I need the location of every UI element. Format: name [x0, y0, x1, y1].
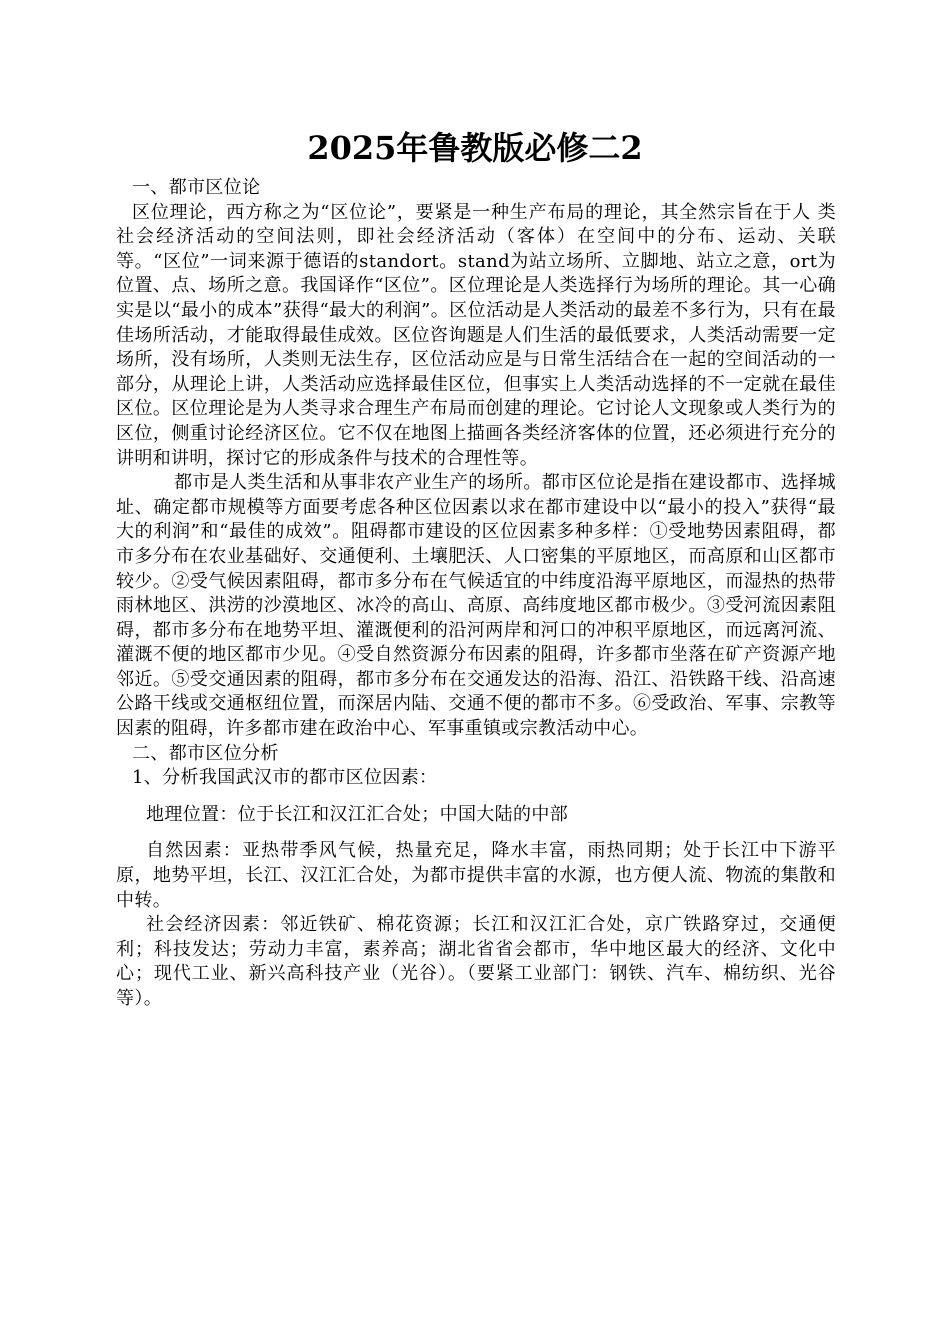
document-title: 2025年鲁教版必修二2: [307, 129, 643, 167]
section-heading-2: 二、都市区位分析: [132, 742, 279, 764]
paragraph-natural-factors: 自然因素：亚热带季风气候，热量充足，降水丰富，雨热同期；处于长江中下游平原，地势平坦，长江、汉江汇合处，为都市提供丰富的水源，也方便人流、物流的集散和中转。: [116, 840, 836, 911]
paragraph-geographic-position: 地理位置：位于长江和汉江汇合处；中国大陆的中部: [146, 803, 569, 825]
paragraph-socioeconomic-factors: 社会经济因素：邻近铁矿、棉花资源；长江和汉江汇合处，京广铁路穿过，交通便利；科技发达；劳动力丰富，素养高；湖北省省会都市，华中地区最大的经济、文化中心；现代工业、新兴高科技产业（光谷）。（要紧工业部门：钢铁、汽车、棉纺织、光谷等）。: [116, 914, 836, 1009]
paragraph-location-theory: 区位理论，西方称之为“区位论”，要紧是一种生产布局的理论，其全然宗旨在于人 类社会经济活动的空间法则，即社会经济活动（客体）在空间中的分布、运动、关联等。“区位”一词来源于德语的standort。stand为站立场所、立脚地、站立之意，ort为位置、点、场所之意。我国译作“区位”。区位理论是人类选择行为场所的理论。其一心确实是以“最小的成本”获得“最大的利润”。区位活动是人类活动的最差不多行为，只有在最佳场所活动，才能取得最佳成效。区位咨询题是人们生活的最低要求，人类活动需要一定场所，没有场所，人类则无法生存，区位活动应是与日常生活结合在一起的空间活动的一部分，从理论上讲，人类活动应选择最佳区位，但事实上人类活动选择的不一定就在最佳区位。区位理论是为人类寻求合理生产布局而创建的理论。它讨论人文现象或人类行为的区位，侧重讨论经济区位。它不仅在地图上描画各类经济客体的位置，还必须进行充分的讲明和讲明，探讨它的形成条件与技术的合理性等。: [116, 201, 836, 469]
section-heading-1: 一、都市区位论: [132, 177, 261, 198]
paragraph-urban-location-factors: 都市是人类生活和从事非农产业生产的场所。都市区位论是指在建设都市、选择城址、确定都市规模等方面要考虑各种区位因素以求在都市建设中以“最小的投入”获得“最大的利润”和“最佳的成效”。阻碍都市建设的区位因素多种多样：①受地势因素阻碍，都市多分布在农业基础好、交通便利、土壤肥沃、人口密集的平原地区，而高原和山区都市较少。②受气候因素阻碍，都市多分布在气候适宜的中纬度沿海平原地区，而湿热的热带雨林地区、洪涝的沙漠地区、冰冷的高山、高原、高纬度地区都市极少。③受河流因素阻碍，都市多分布在地势平坦、灌溉便利的沿河两岸和河口的冲积平原地区，而远离河流、灌溉不便的地区都市少见。④受自然资源分布因素的阻碍，许多都市坐落在矿产资源产地邻近。⑤受交通因素的阻碍，都市多分布在交通发达的沿海、沿江、沿铁路干线、沿高速公路干线或交通枢纽位置，而深居内陆、交通不便的都市不多。⑥受政治、军事、宗教等因素的阻碍，许多都市建在政治中心、军事重镇或宗教活动中心。: [116, 472, 836, 740]
subsection-wuhan: 1、分析我国武汉市的都市区位因素：: [132, 767, 438, 789]
document-body: [116, 176, 836, 1012]
